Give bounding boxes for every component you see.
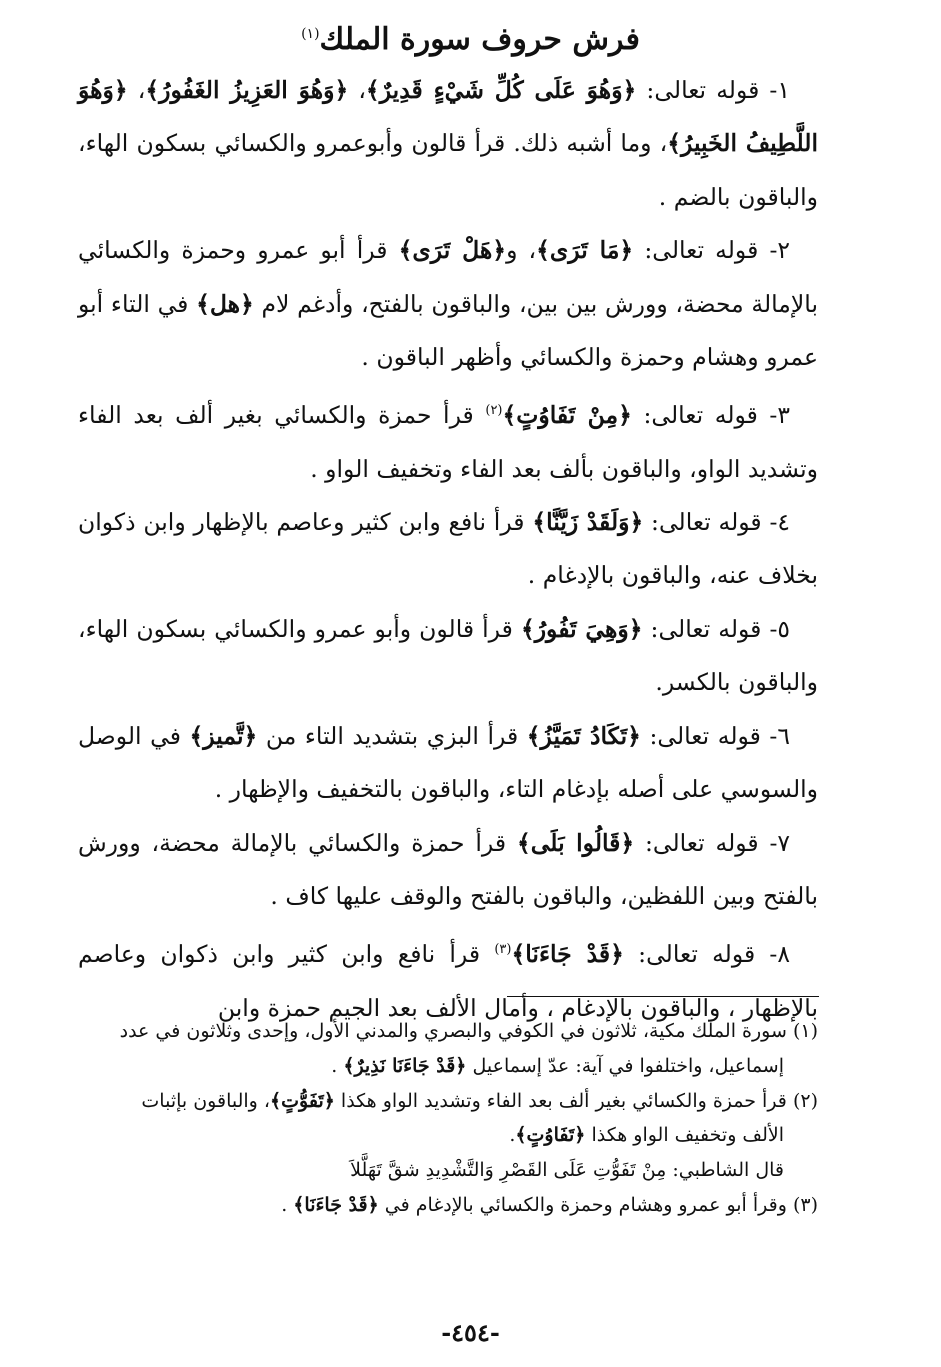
shatibi-verse: قال الشاطبي: مِنْ تَفَوُّتِ عَلَى القَصْرِ وَالتَّشْدِيدِ شقَّ تَهَلَّلاَ xyxy=(350,1159,784,1182)
paragraph-text: ، وما أشبه ذلك. قرأ قالون وأبوعمرو والكسائي بسكون الهاء، والباقون بالضم . xyxy=(78,129,818,211)
footnotes xyxy=(80,1014,818,1223)
paragraph-text: في التاء أبو عمرو وهشام وحمزة والكسائي وأظهر الباقون . xyxy=(78,289,818,372)
quran-quote: ﴿تَكَادُ تَمَيَّزُ﴾ xyxy=(526,721,641,750)
footnote-1 xyxy=(80,1014,818,1084)
footnote-text: الألف وتخفيف الواو هكذا xyxy=(585,1124,784,1147)
paragraph-lead: ٨- قوله تعالى: xyxy=(623,940,790,969)
paragraph-7 xyxy=(78,817,818,924)
quran-quote: ﴿قَدْ جَاءَنَا﴾ xyxy=(511,940,624,969)
quran-quote: ﴿وَهُوَ العَزِيزُ الغَفُورُ﴾ xyxy=(145,76,349,104)
paragraph-text: قرأ قالون وأبو عمرو والكسائي بسكون الهاء، والباقون بالكسر. xyxy=(78,614,818,697)
footnote-ref: (٣) xyxy=(494,942,512,958)
paragraph-lead: ٧- قوله تعالى: xyxy=(634,828,791,857)
paragraph-4 xyxy=(78,496,818,603)
footnote-number: (١) xyxy=(792,1020,818,1042)
paragraph-text: قرأ حمزة والكسائي بغير ألف بعد الفاء وتشديد الواو، والباقون بألف بعد الفاء وتخفيف الواو . xyxy=(78,401,818,483)
quran-quote: ﴿هل﴾ xyxy=(196,289,254,318)
quran-quote: ﴿وَهُوَ اللَّطِيفُ الخَبِيرُ﴾ xyxy=(78,76,818,158)
quran-quote: ﴿تَفَوُّتٍ﴾ xyxy=(270,1089,335,1112)
quran-quote: ﴿قَدْ جَاءَنَا نَذِيرٌ﴾ xyxy=(343,1054,467,1077)
footnote-text: . xyxy=(509,1124,516,1147)
paragraph-text: قرأ البزي بتشديد التاء من xyxy=(257,721,527,750)
page-number: -٤٥٤- xyxy=(441,1318,500,1347)
footnote-text: ، والباقون بإثبات xyxy=(141,1089,271,1112)
footnote-number: (٢) xyxy=(792,1089,818,1112)
paragraph-text: ، xyxy=(348,76,366,104)
footnote-number: (٣) xyxy=(792,1193,818,1216)
paragraph-1 xyxy=(78,64,818,224)
main-text xyxy=(78,64,818,1035)
quran-quote: ﴿هَلْ تَرَى﴾ xyxy=(398,236,507,265)
paragraph-lead: ٤- قوله تعالى: xyxy=(643,508,791,537)
paragraph-text: قرأ أبو عمرو وحمزة والكسائي بالإمالة محضة، وورش بين بين، والباقون بالفتح، وأدغم لام xyxy=(78,236,818,318)
page-title xyxy=(0,14,941,60)
footnote-text: . xyxy=(281,1193,294,1216)
paragraph-3 xyxy=(78,384,818,496)
quran-quote: ﴿مَا تَرَى﴾ xyxy=(536,236,634,265)
quran-quote: ﴿وَلَقَدْ زَيَّنَّا﴾ xyxy=(532,508,644,537)
footnote-text: إسماعيل، واختلفوا في آية: عدّ إسماعيل xyxy=(466,1054,784,1077)
paragraph-text: ، xyxy=(127,76,146,104)
paragraph-6 xyxy=(78,710,818,817)
paragraph-lead: ٢- قوله تعالى: xyxy=(633,236,791,265)
footnote-continuation xyxy=(80,1118,818,1153)
quran-quote: ﴿قَالُوا بَلَى﴾ xyxy=(516,828,635,857)
paragraph-text: قرأ نافع وابن كثير وعاصم بالإظهار وابن ذكوان بخلاف عنه، والباقون بالإدغام . xyxy=(78,508,818,590)
footnote-3 xyxy=(80,1188,818,1223)
paragraph-lead: ٥- قوله تعالى: xyxy=(642,614,791,643)
quran-quote: ﴿وَهُوَ عَلَى كُلِّ شَيْءٍ قَدِيرٌ﴾ xyxy=(365,76,637,104)
footnote-ref: (٢) xyxy=(485,403,503,419)
title-text: فرش حروف سورة الملك xyxy=(319,22,640,57)
quran-quote: ﴿وَهِيَ تَفُورُ﴾ xyxy=(520,614,643,643)
paragraph-lead: ٦- قوله تعالى: xyxy=(640,721,791,750)
quran-quote: ﴿مِنْ تَفَاوُتٍ﴾ xyxy=(502,401,632,430)
footnote-text: وقرأ أبو عمرو وهشام وحمزة والكسائي بالإدغام في xyxy=(378,1193,787,1216)
paragraph-text: قرأ نافع وابن كثير وابن ذكوان وعاصم بالإظهار ، والباقون بالإدغام ، وأمال الألف بعد الجيم حمزة وابن xyxy=(78,940,818,1022)
quran-quote: ﴿قَدْ جَاءَنَا﴾ xyxy=(293,1193,379,1216)
paragraph-2 xyxy=(78,224,818,384)
footnote-text: سورة الملك مكية، ثلاثون في الكوفي والبصري والمدني الأول، وإحدى وثلاثون في عدد xyxy=(119,1020,787,1042)
paragraph-lead: ٣- قوله تعالى: xyxy=(631,401,790,430)
title-footnote-ref: (١) xyxy=(301,26,320,42)
paragraph-5 xyxy=(78,603,818,710)
paragraph-text: ، و xyxy=(506,236,537,265)
footnote-text: . xyxy=(331,1054,344,1077)
footnote-separator xyxy=(507,996,819,997)
footnote-2 xyxy=(80,1084,818,1154)
footnote-continuation xyxy=(80,1049,818,1084)
footnote-text: قرأ حمزة والكسائي بغير ألف بعد الفاء وتشديد الواو هكذا xyxy=(334,1089,787,1112)
quran-quote: ﴿تَفَاوُتٍ﴾ xyxy=(515,1124,586,1147)
paragraph-text: قرأ حمزة والكسائي بالإمالة محضة، وورش بالفتح وبين اللفظين، والباقون بالفتح والوقف عليها كاف . xyxy=(78,828,818,910)
paragraph-lead: ١- قوله تعالى: xyxy=(636,76,790,104)
paragraph-text: في الوصل والسوسي على أصله بإدغام التاء، والباقون بالتخفيف والإظهار . xyxy=(78,721,818,804)
quran-quote: ﴿تَّميز﴾ xyxy=(189,721,258,750)
